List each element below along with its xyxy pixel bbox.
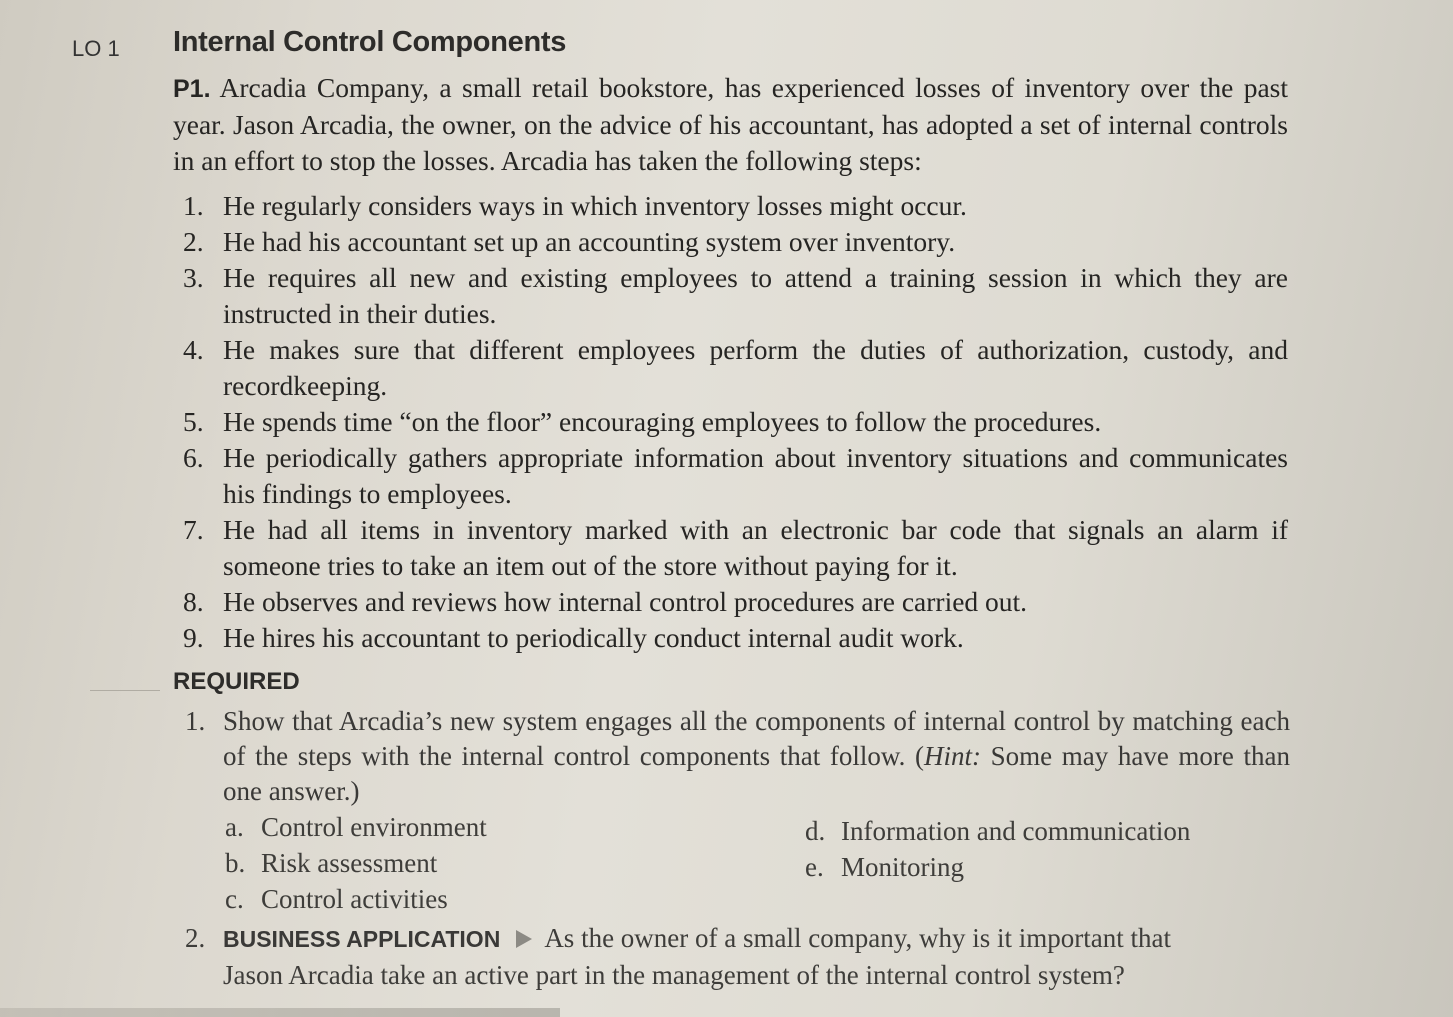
- list-item: [183, 224, 1288, 260]
- step-number: 3.: [183, 262, 204, 293]
- required-number: 2.: [185, 923, 206, 953]
- steps-list: [183, 188, 1288, 656]
- required-text-line2: Jason Arcadia take an active part in the management of the internal control system?: [223, 960, 1125, 990]
- component-label: Control activities: [261, 884, 448, 914]
- list-item: [225, 810, 487, 845]
- required-text-line1: As the owner of a small company, why is it important that: [544, 923, 1171, 953]
- section-title: Internal Control Components: [173, 26, 567, 58]
- list-item: [805, 814, 1190, 849]
- step-text: He requires all new and existing employees to attend a training session in which they are instructed in their duties.: [223, 262, 1288, 329]
- hint-word: Hint:: [924, 741, 981, 771]
- step-number: 9.: [183, 622, 204, 653]
- component-label: Control environment: [261, 812, 487, 842]
- step-text: He makes sure that different employees perform the duties of authorization, custody, and recordkeeping.: [223, 334, 1288, 401]
- problem-intro-text: Arcadia Company, a small retail bookstore, has experienced losses of inventory over the past year. Jason Arcadia, the owner, on the advice of his accountant, has adopted a set of internal controls in an effort to stop the losses. Arcadia has taken the following steps:: [173, 72, 1289, 176]
- step-number: 1.: [183, 190, 204, 221]
- required-text: [223, 704, 1290, 809]
- required-text-after: Some may have more than one answer.): [223, 741, 1290, 806]
- step-number: 4.: [183, 334, 204, 365]
- step-text: He hires his accountant to periodically conduct internal audit work.: [223, 622, 964, 653]
- component-letter: d.: [805, 816, 826, 846]
- margin-divider: [90, 690, 160, 691]
- list-item: [225, 882, 448, 917]
- list-item: [183, 260, 1288, 332]
- list-item: [183, 188, 1288, 224]
- component-label: Risk assessment: [261, 848, 438, 878]
- list-item: [183, 620, 1288, 656]
- component-label: Monitoring: [841, 852, 965, 882]
- required-heading: REQUIRED: [173, 668, 300, 695]
- step-number: 2.: [183, 226, 204, 257]
- component-letter: c.: [225, 884, 244, 914]
- required-list: [185, 704, 1290, 809]
- list-item: [805, 850, 964, 885]
- component-label: Information and communication: [841, 816, 1191, 846]
- required-number: 1.: [185, 706, 206, 736]
- step-text: He spends time “on the floor” encouraging employees to follow the procedures.: [223, 406, 1102, 437]
- step-number: 5.: [183, 406, 204, 437]
- step-text: He had all items in inventory marked with an electronic bar code that signals an alarm if someone tries to take an item out of the store without paying for it.: [223, 514, 1288, 581]
- list-item: [183, 440, 1288, 512]
- step-text: He periodically gathers appropriate information about inventory situations and communicates his findings to employees.: [223, 442, 1288, 509]
- bottom-edge-rule: [0, 1008, 560, 1017]
- required-item-2: [185, 920, 1290, 993]
- required-text-main: Show that Arcadia’s new system engages all the components of internal control by matching each of the steps with the internal control components that follow. (: [223, 706, 1290, 771]
- list-item: [183, 512, 1288, 584]
- step-number: 8.: [183, 586, 204, 617]
- step-text: He regularly considers ways in which inventory losses might occur.: [223, 190, 967, 221]
- list-item: [225, 846, 437, 881]
- step-text: He had his accountant set up an accounting system over inventory.: [223, 226, 956, 257]
- business-application-label: BUSINESS APPLICATION: [223, 926, 501, 952]
- problem-label: P1.: [173, 75, 211, 103]
- step-text: He observes and reviews how internal control procedures are carried out.: [223, 586, 1028, 617]
- component-letter: a.: [225, 812, 244, 842]
- list-item: [183, 332, 1288, 404]
- problem-intro: [173, 70, 1288, 179]
- list-item: [183, 404, 1288, 440]
- step-number: 6.: [183, 442, 204, 473]
- step-number: 7.: [183, 514, 204, 545]
- play-arrow-icon: [516, 930, 532, 948]
- list-item: [183, 584, 1288, 620]
- learning-objective-label: LO 1: [72, 36, 120, 61]
- required-item-1: [185, 704, 1290, 809]
- component-letter: b.: [225, 848, 246, 878]
- component-letter: e.: [805, 852, 824, 882]
